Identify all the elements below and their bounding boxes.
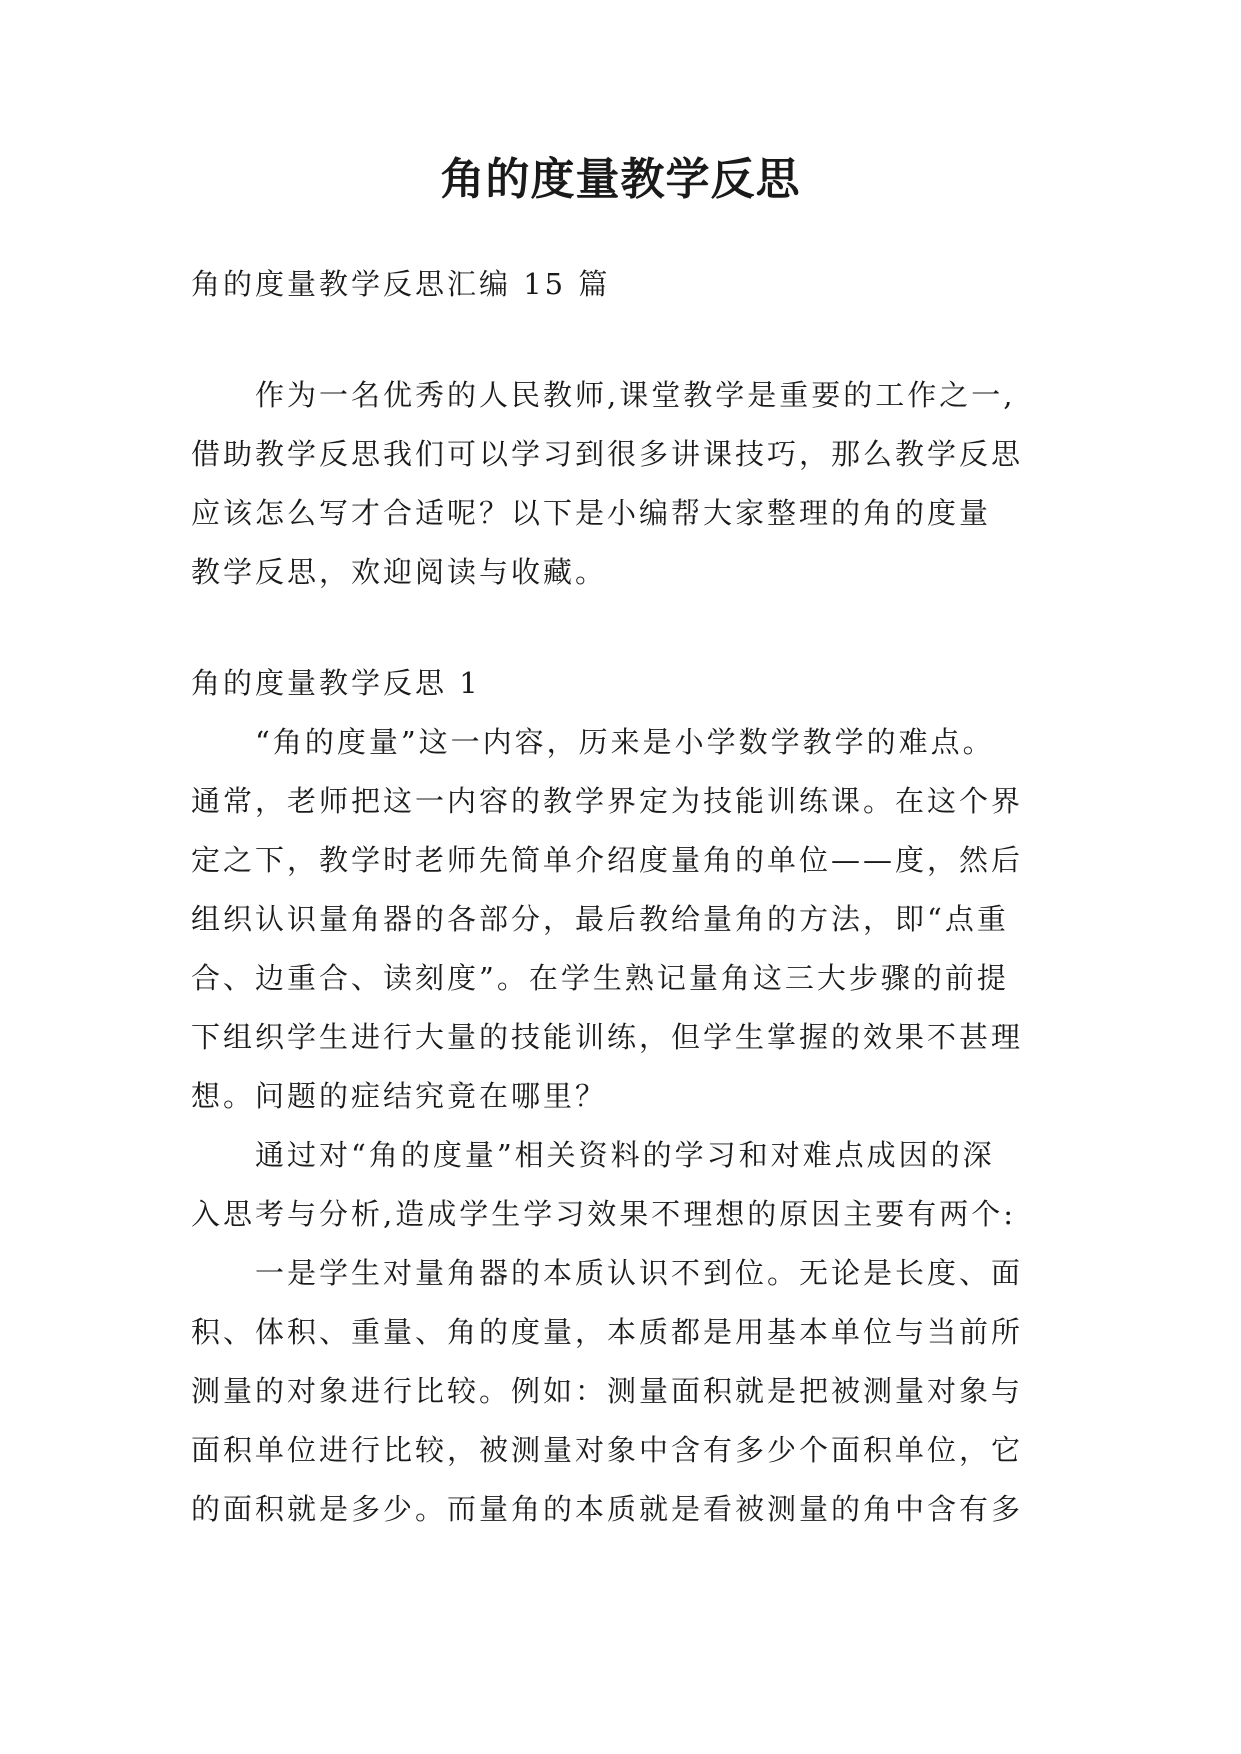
text-line: 积、体积、重量、角的度量，本质都是用基本单位与当前所 (191, 1315, 1024, 1349)
document-body (191, 255, 1064, 1539)
text-line: 应该怎么写才合适呢？以下是小编帮大家整理的角的度量 (191, 496, 992, 530)
document-title: 角的度量教学反思 (440, 154, 801, 205)
text-line: 下组织学生进行大量的技能训练，但学生掌握的效果不甚理 (191, 1020, 1024, 1054)
body-paragraph-2 (191, 1126, 1064, 1244)
text-line: 面积单位进行比较，被测量对象中含有多少个面积单位，它 (191, 1433, 1024, 1467)
text-line: 一是学生对量角器的本质认识不到位。无论是长度、面 (255, 1256, 1024, 1290)
text-line: 测量的对象进行比较。例如：测量面积就是把被测量对象与 (191, 1374, 1024, 1408)
text-line: 入思考与分析,造成学生学习效果不理想的原因主要有两个: (191, 1197, 1016, 1231)
text-line: 通常，老师把这一内容的教学界定为技能训练课。在这个界 (191, 784, 1024, 818)
document-subtitle: 角的度量教学反思汇编 15 篇 (191, 267, 611, 301)
intro-paragraph (191, 366, 1064, 602)
text-line: 组织认识量角器的各部分，最后教给量角的方法，即“点重 (191, 902, 1009, 936)
text-line: 借助教学反思我们可以学习到很多讲课技巧，那么教学反思 (191, 437, 1024, 471)
body-paragraph-1 (191, 713, 1064, 1126)
text-line: “角的度量”这一内容，历来是小学数学教学的难点。 (255, 725, 995, 759)
text-line: 作为一名优秀的人民教师,课堂教学是重要的工作之一, (255, 378, 1016, 412)
text-line: 通过对“角的度量”相关资料的学习和对难点成因的深 (255, 1138, 995, 1172)
text-line: 的面积就是多少。而量角的本质就是看被测量的角中含有多 (191, 1492, 1024, 1526)
body-paragraph-3 (191, 1244, 1064, 1539)
section-heading: 角的度量教学反思 1 (191, 666, 481, 700)
text-line: 合、边重合、读刻度”。在学生熟记量角这三大步骤的前提 (191, 961, 1009, 995)
text-line: 定之下，教学时老师先简单介绍度量角的单位——度，然后 (191, 843, 1024, 877)
text-line: 想。问题的症结究竟在哪里？ (191, 1079, 608, 1113)
text-line: 教学反思，欢迎阅读与收藏。 (191, 555, 608, 589)
